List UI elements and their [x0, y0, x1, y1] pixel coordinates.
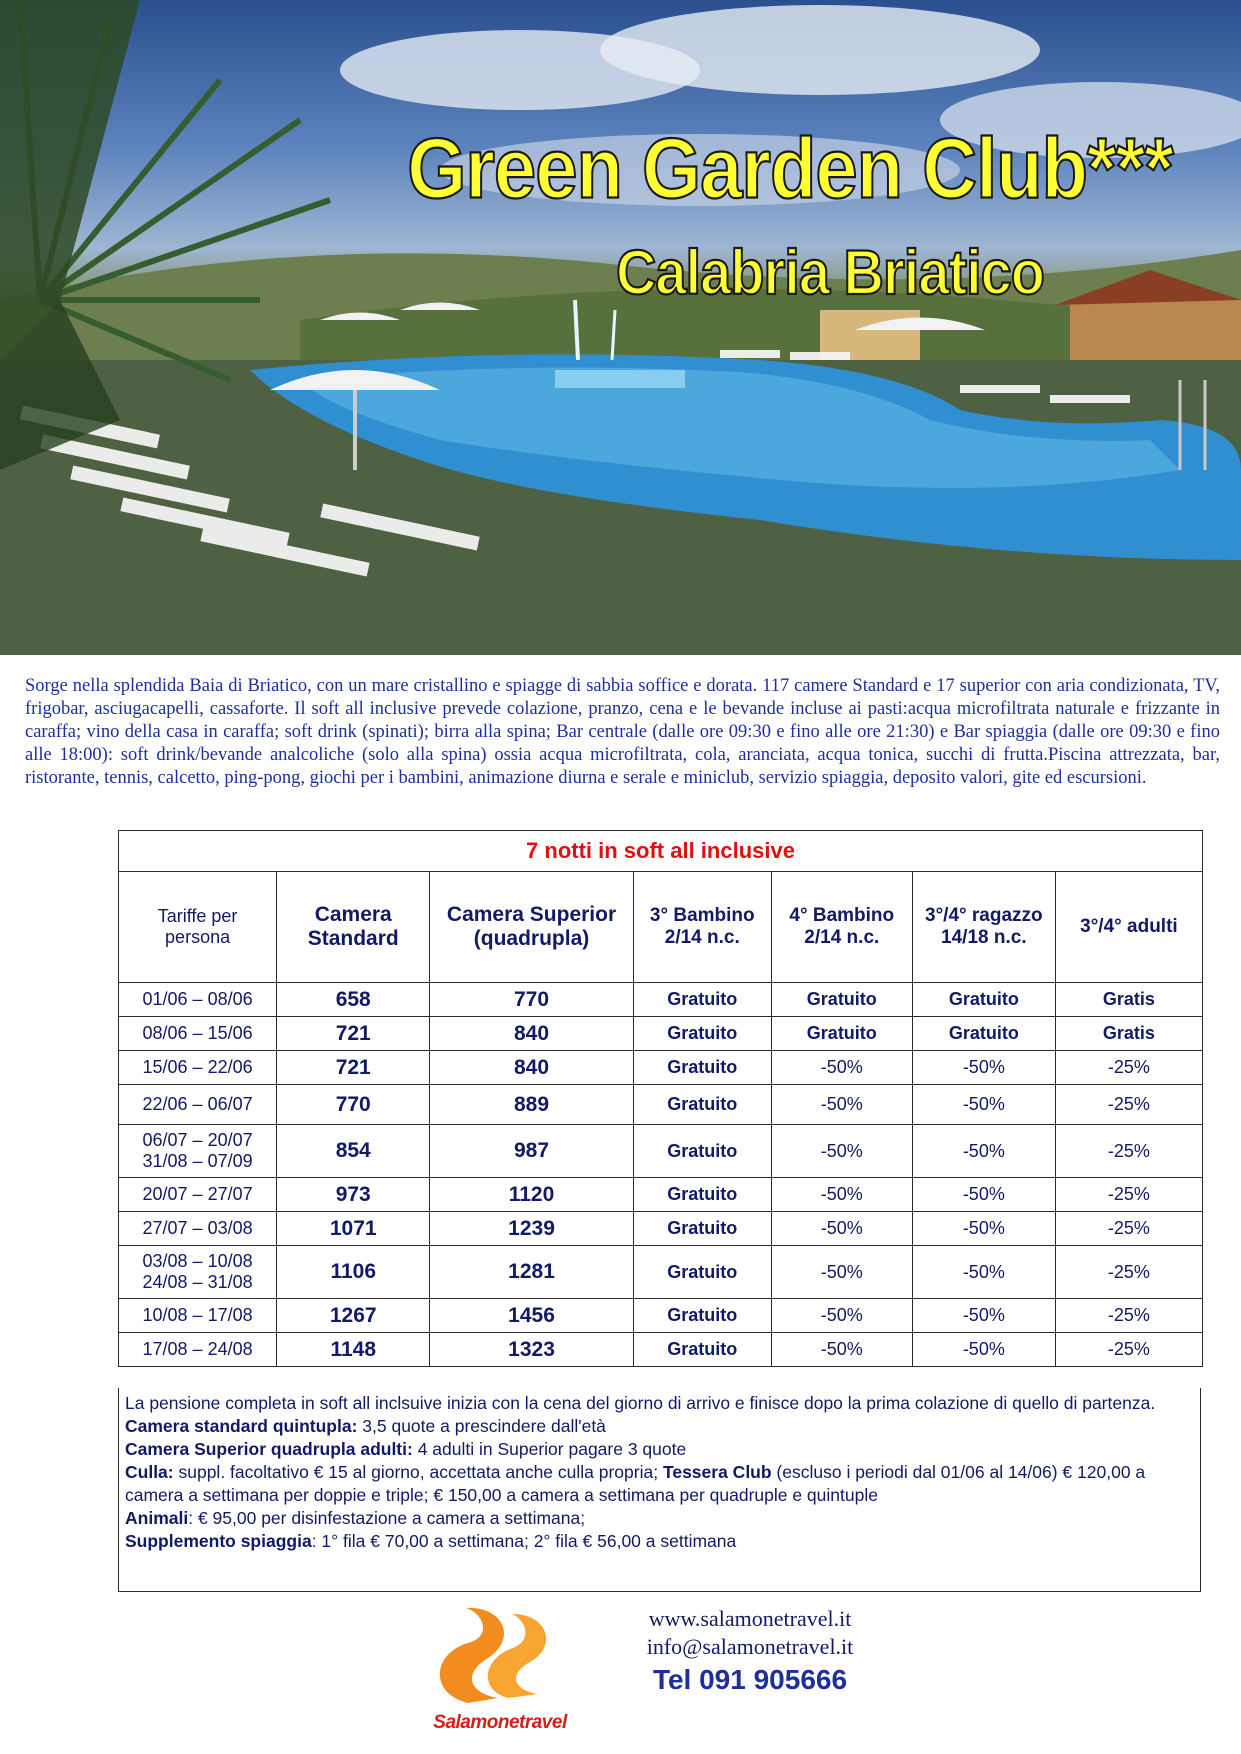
- cell-fourth-child: Gratuito: [771, 1017, 912, 1051]
- table-row: [119, 1299, 1203, 1333]
- header-fourth-child: 4° Bambino 2/14 n.c.: [771, 872, 912, 983]
- cell-third-child: Gratuito: [633, 1125, 771, 1178]
- email-link[interactable]: info@salamonetravel.it: [646, 1634, 854, 1659]
- table-row: [119, 1085, 1203, 1125]
- hotel-description: Sorge nella splendida Baia di Briatico, con un mare cristallino e spiagge di sabbia soffice e dorata. 117 camere Standard e 17 superior con aria condizionata, TV, frigobar, asciugacapelli, cassaforte. Il soft all inclusive prevede colazione, pranzo, cena e le bevande incluse ai pasti:acqua microfiltrata naturale e frizzante in caraffa; vino della casa in caraffa; soft drink (spinati); birra alla spina; Bar centrale (dalle ore 09:30 e fino alle ore 21:30) e Bar spiaggia (dalle ore 09:30 e fino alle 18:00): soft drink/bevande analcoliche (solo alla spina) ossia acqua microfiltrata, cola, aranciata, acqua tonica, succhi di frutta.Piscina attrezzata, bar, ristorante, tennis, calcetto, ping-pong, giochi per i bambini, animazione diurna e serale e miniclub, servizio spiaggia, deposito valori, gite ed escursioni.: [25, 676, 1220, 788]
- cell-fourth-child: -50%: [771, 1212, 912, 1246]
- cell-adults: -25%: [1055, 1212, 1202, 1246]
- cell-third-child: Gratuito: [633, 983, 771, 1017]
- note-spiaggia: Supplemento spiaggia: 1° fila € 70,00 a settimana; 2° fila € 56,00 a settimana: [125, 1531, 737, 1551]
- cell-price-standard: 770: [277, 1085, 430, 1125]
- cell-price-superior: 840: [430, 1017, 633, 1051]
- cell-adults: -25%: [1055, 1125, 1202, 1178]
- table-header-row: [119, 872, 1203, 983]
- cell-fourth-child: -50%: [771, 1051, 912, 1085]
- table-row: [119, 1178, 1203, 1212]
- cell-adults: Gratis: [1055, 983, 1202, 1017]
- cell-price-standard: 721: [277, 1051, 430, 1085]
- cell-third-child: Gratuito: [633, 1299, 771, 1333]
- cell-adults: -25%: [1055, 1178, 1202, 1212]
- cell-period: 01/06 – 08/06: [119, 983, 277, 1017]
- cell-price-superior: 1456: [430, 1299, 633, 1333]
- table-row: [119, 1333, 1203, 1367]
- header-adults: 3°/4° adulti: [1055, 872, 1202, 983]
- cell-period: 22/06 – 06/07: [119, 1085, 277, 1125]
- cell-teen: Gratuito: [912, 983, 1055, 1017]
- cell-price-superior: 1281: [430, 1246, 633, 1299]
- header-period: Tariffe per persona: [119, 872, 277, 983]
- cell-adults: -25%: [1055, 1051, 1202, 1085]
- cell-adults: -25%: [1055, 1333, 1202, 1367]
- cell-price-standard: 973: [277, 1178, 430, 1212]
- salamone-logo-text: Salamonetravel: [433, 1712, 567, 1733]
- contact-block: [590, 1605, 910, 1699]
- cell-fourth-child: -50%: [771, 1299, 912, 1333]
- cell-period: 03/08 – 10/08 24/08 – 31/08: [119, 1246, 277, 1299]
- cell-adults: -25%: [1055, 1085, 1202, 1125]
- cell-third-child: Gratuito: [633, 1212, 771, 1246]
- cell-teen: -50%: [912, 1178, 1055, 1212]
- cell-third-child: Gratuito: [633, 1085, 771, 1125]
- note-quintupla: Camera standard quintupla: 3,5 quote a prescindere dall'età: [125, 1416, 606, 1436]
- cell-third-child: Gratuito: [633, 1333, 771, 1367]
- header-camera-superior: Camera Superior (quadrupla): [430, 872, 633, 983]
- note-superior: Camera Superior quadrupla adulti: 4 adulti in Superior pagare 3 quote: [125, 1439, 687, 1459]
- cell-price-standard: 1148: [277, 1333, 430, 1367]
- table-row: [119, 1125, 1203, 1178]
- notes-box: [118, 1388, 1201, 1592]
- cell-adults: -25%: [1055, 1299, 1202, 1333]
- hotel-location: Calabria Briatico: [615, 237, 1045, 308]
- note-animali: Animali: € 95,00 per disinfestazione a camera a settimana;: [125, 1508, 586, 1528]
- cell-adults: Gratis: [1055, 1017, 1202, 1051]
- phone-number[interactable]: Tel 091 905666: [652, 1664, 848, 1695]
- cell-price-standard: 1106: [277, 1246, 430, 1299]
- cell-teen: -50%: [912, 1333, 1055, 1367]
- cell-third-child: Gratuito: [633, 1246, 771, 1299]
- cell-price-standard: 1267: [277, 1299, 430, 1333]
- cell-teen: -50%: [912, 1246, 1055, 1299]
- cell-period: 27/07 – 03/08: [119, 1212, 277, 1246]
- cell-fourth-child: -50%: [771, 1178, 912, 1212]
- header-camera-standard: Camera Standard: [277, 872, 430, 983]
- cell-third-child: Gratuito: [633, 1178, 771, 1212]
- header-third-child: 3° Bambino 2/14 n.c.: [633, 872, 771, 983]
- cell-teen: -50%: [912, 1125, 1055, 1178]
- cell-price-superior: 1323: [430, 1333, 633, 1367]
- resort-pool-illustration: [0, 0, 1241, 655]
- cell-price-superior: 770: [430, 983, 633, 1017]
- cell-teen: -50%: [912, 1085, 1055, 1125]
- header-teen: 3°/4° ragazzo 14/18 n.c.: [912, 872, 1055, 983]
- cell-teen: -50%: [912, 1299, 1055, 1333]
- website-link[interactable]: www.salamonetravel.it: [648, 1606, 852, 1631]
- cell-price-superior: 1120: [430, 1178, 633, 1212]
- price-table: [118, 830, 1203, 1367]
- table-row: [119, 983, 1203, 1017]
- table-row: [119, 1212, 1203, 1246]
- cell-third-child: Gratuito: [633, 1051, 771, 1085]
- cell-adults: -25%: [1055, 1246, 1202, 1299]
- cell-period: 06/07 – 20/07 31/08 – 07/09: [119, 1125, 277, 1178]
- cell-price-standard: 721: [277, 1017, 430, 1051]
- cell-period: 17/08 – 24/08: [119, 1333, 277, 1367]
- cell-price-standard: 1071: [277, 1212, 430, 1246]
- table-row: [119, 1051, 1203, 1085]
- table-caption: 7 notti in soft all inclusive: [119, 831, 1203, 872]
- cell-teen: -50%: [912, 1051, 1055, 1085]
- notes-intro: La pensione completa in soft all inclsuive inizia con la cena del giorno di arrivo e finisce dopo la prima colazione di quello di partenza.: [125, 1393, 1156, 1413]
- cell-period: 15/06 – 22/06: [119, 1051, 277, 1085]
- note-culla: Culla: suppl. facoltativo € 15 al giorno, accettata anche culla propria; Tessera Club (escluso i periodi dal 01/06 al 14/06) € 120,00 a camera a settimana per doppie e triple; € 150,00 a camera a settimana per quadruple e quintuple: [125, 1462, 1146, 1505]
- cell-fourth-child: -50%: [771, 1125, 912, 1178]
- cell-price-superior: 889: [430, 1085, 633, 1125]
- cell-fourth-child: Gratuito: [771, 983, 912, 1017]
- cell-teen: Gratuito: [912, 1017, 1055, 1051]
- cell-third-child: Gratuito: [633, 1017, 771, 1051]
- cell-price-standard: 854: [277, 1125, 430, 1178]
- cell-price-superior: 840: [430, 1051, 633, 1085]
- table-row: [119, 1017, 1203, 1051]
- cell-period: 08/06 – 15/06: [119, 1017, 277, 1051]
- cell-price-superior: 987: [430, 1125, 633, 1178]
- cell-price-superior: 1239: [430, 1212, 633, 1246]
- hotel-title: Green Garden Club***: [407, 121, 1173, 217]
- cell-price-standard: 658: [277, 983, 430, 1017]
- cell-period: 10/08 – 17/08: [119, 1299, 277, 1333]
- cell-fourth-child: -50%: [771, 1333, 912, 1367]
- cell-fourth-child: -50%: [771, 1246, 912, 1299]
- cell-fourth-child: -50%: [771, 1085, 912, 1125]
- cell-period: 20/07 – 27/07: [119, 1178, 277, 1212]
- hero-photo: [0, 0, 1241, 655]
- table-row: [119, 1246, 1203, 1299]
- cell-teen: -50%: [912, 1212, 1055, 1246]
